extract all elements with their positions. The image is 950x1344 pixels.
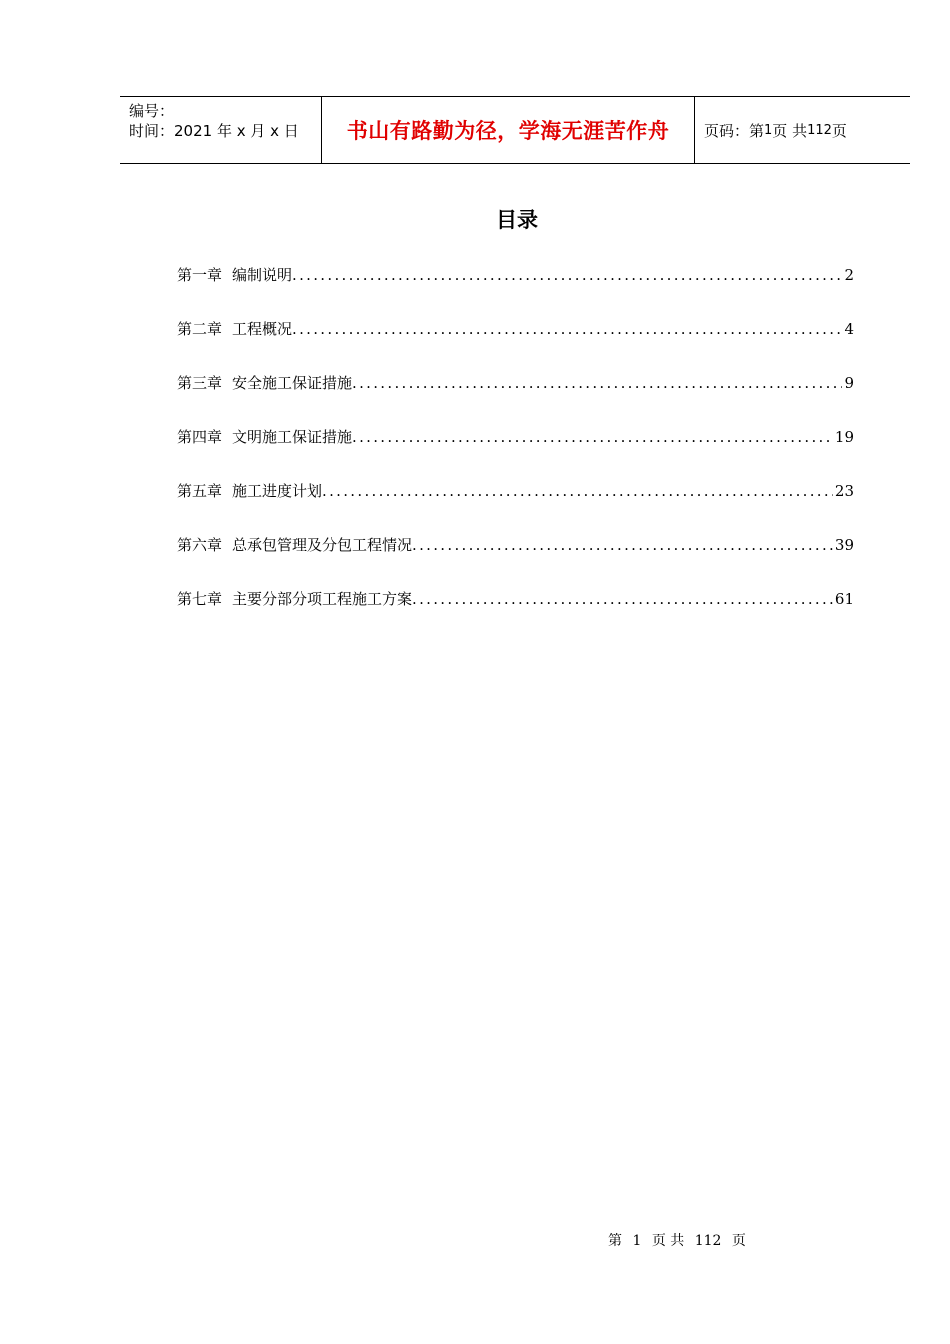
toc-entry-title: 文明施工保证措施: [232, 428, 353, 446]
toc-entry-title: 主要分部分项工程施工方案: [232, 590, 413, 608]
header-meta-cell: [120, 97, 321, 163]
document-date-label: 时间：2021 年 x 月 x 日: [129, 122, 299, 140]
toc-entry-title: 施工进度计划: [232, 482, 323, 500]
toc-page-number: 23: [834, 482, 854, 500]
header-page-middle: 页 共: [772, 121, 808, 140]
toc-leader-dots: [412, 590, 833, 608]
toc-chapter: 第三章: [177, 374, 223, 392]
toc-entry[interactable]: [177, 426, 854, 480]
table-of-contents: [177, 264, 854, 642]
toc-leader-dots: [292, 320, 842, 338]
toc-title: 目录: [496, 208, 538, 232]
footer-page-total: 112: [694, 1233, 722, 1249]
header-page-suffix: 页: [831, 121, 847, 140]
toc-chapter: 第一章: [177, 266, 223, 284]
footer-suffix: 页: [731, 1233, 746, 1249]
toc-entry-title: 总承包管理及分包工程情况: [232, 536, 413, 554]
toc-entry-title: 工程概况: [232, 320, 293, 338]
toc-leader-dots: [292, 266, 842, 284]
header-page-current: 1: [764, 122, 773, 138]
toc-entry[interactable]: [177, 534, 854, 588]
footer-page-current: 1: [632, 1233, 642, 1249]
toc-page-number: 4: [844, 320, 854, 338]
toc-entry[interactable]: [177, 318, 854, 372]
toc-entry-title: 安全施工保证措施: [232, 374, 353, 392]
toc-page-number: 2: [844, 266, 854, 284]
header-page-info: [695, 97, 910, 163]
page-footer: [608, 1230, 752, 1250]
toc-chapter: 第六章: [177, 536, 223, 554]
toc-chapter: 第二章: [177, 320, 223, 338]
toc-leader-dots: [412, 536, 833, 554]
header-page-prefix: 页码：第: [704, 121, 765, 140]
toc-entry[interactable]: [177, 264, 854, 318]
toc-page-number: 19: [834, 428, 854, 446]
toc-page-number: 39: [834, 536, 854, 554]
footer-middle: 页 共: [651, 1233, 685, 1249]
toc-chapter: 第七章: [177, 590, 223, 608]
document-number-label: 编号：: [129, 102, 175, 120]
header-page-total: 112: [807, 122, 832, 138]
toc-entry[interactable]: [177, 372, 854, 426]
toc-leader-dots: [322, 482, 833, 500]
header-motto: 书山有路勤为径，学海无涯苦作舟: [321, 97, 695, 163]
toc-chapter: 第四章: [177, 428, 223, 446]
toc-page-number: 9: [844, 374, 854, 392]
page-header: [120, 96, 910, 164]
toc-entry-title: 编制说明: [232, 266, 293, 284]
toc-chapter: 第五章: [177, 482, 223, 500]
footer-prefix: 第: [608, 1233, 622, 1249]
toc-page-number: 61: [834, 590, 854, 608]
toc-entry[interactable]: [177, 588, 854, 642]
toc-leader-dots: [352, 374, 842, 392]
toc-leader-dots: [352, 428, 833, 446]
toc-entry[interactable]: [177, 480, 854, 534]
